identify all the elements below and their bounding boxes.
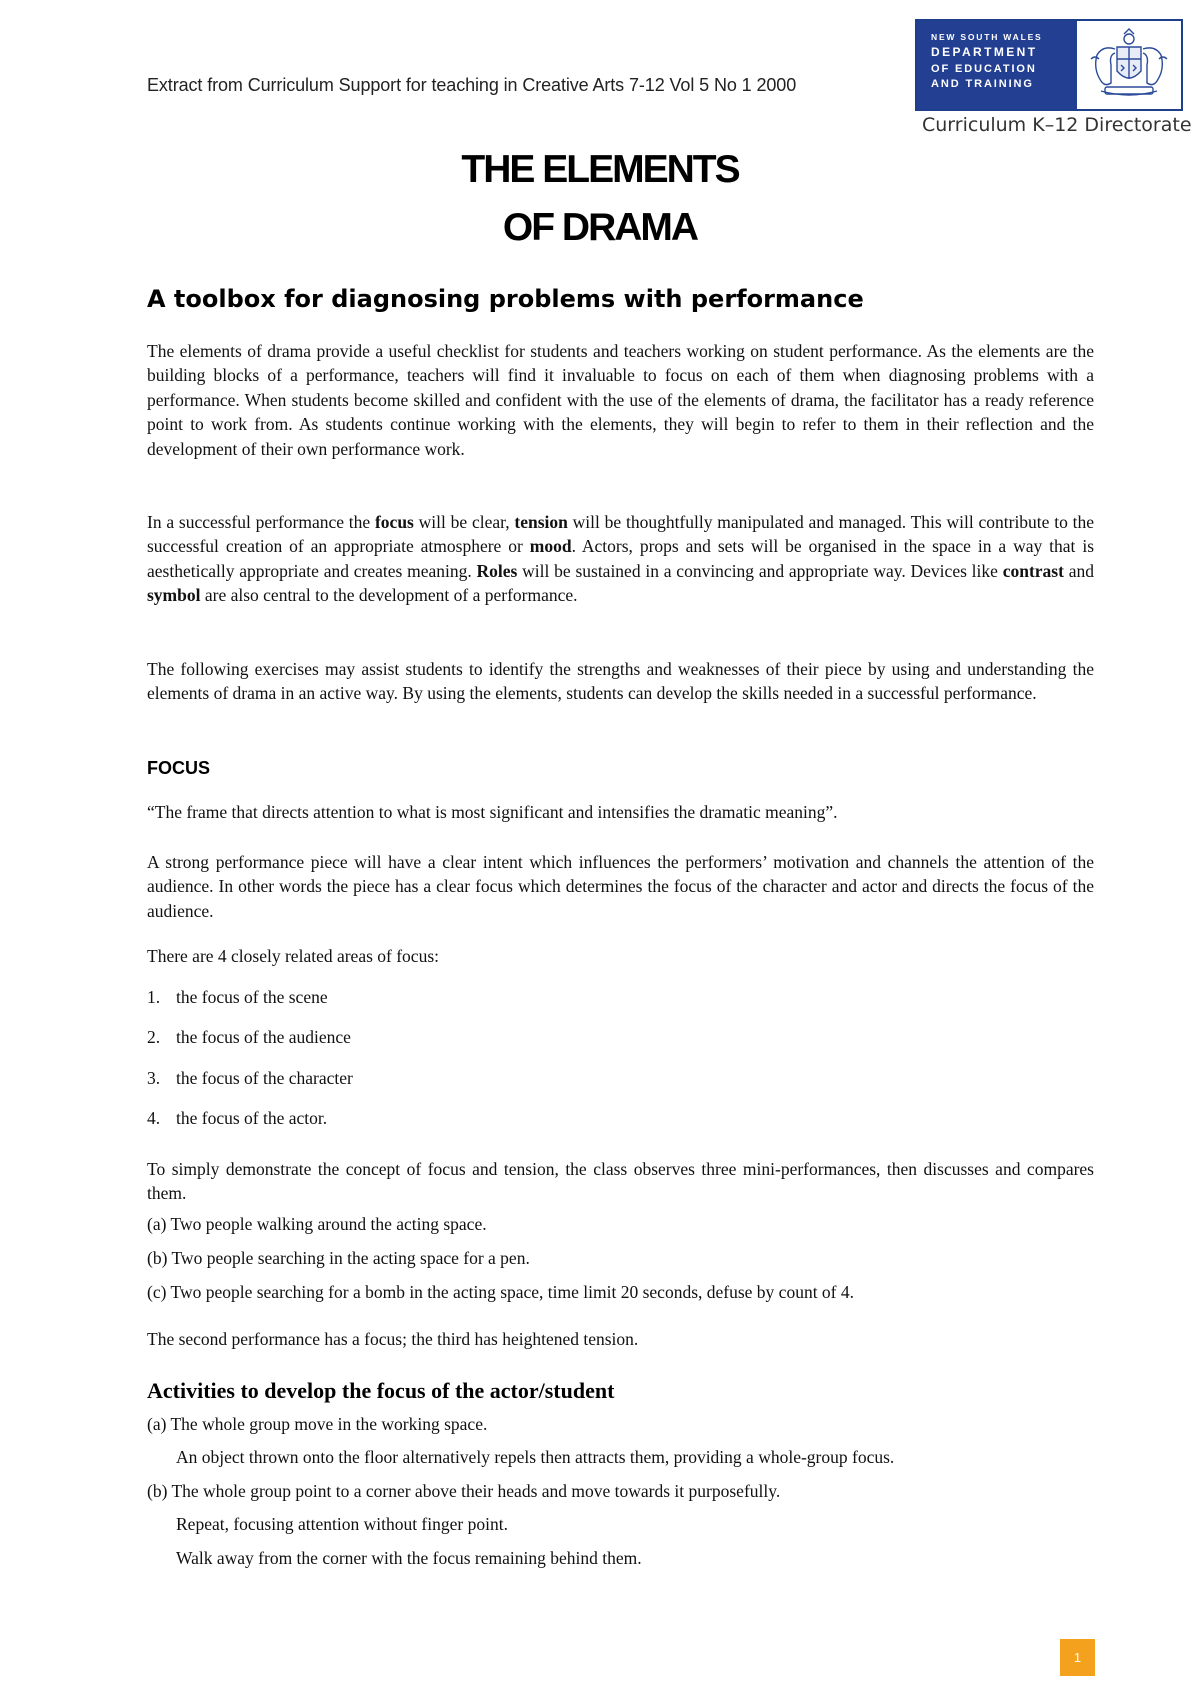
page-number-badge: 1 bbox=[1060, 1639, 1095, 1676]
keyword-symbol: symbol bbox=[147, 585, 201, 606]
page-title-line-2: OF DRAMA bbox=[502, 206, 698, 249]
activities-heading: Activities to develop the focus of the actor/student bbox=[147, 1378, 615, 1403]
list-number: 1. bbox=[147, 987, 161, 1007]
coat-of-arms-icon bbox=[1077, 21, 1181, 109]
keyword-focus: focus bbox=[374, 512, 414, 532]
header-extract-text: Extract from Curriculum Support for teaching in Creative Arts 7-12 Vol 5 No 1 2000 bbox=[147, 75, 797, 95]
logo-line-3: OF EDUCATION bbox=[931, 62, 1037, 75]
focus-quote: “The frame that directs attention to what is most significant and intensifies the dramatic meaning”. bbox=[147, 802, 838, 822]
p2-text: and bbox=[1063, 560, 1094, 581]
p2-text: will be thoughtfully manipulated and managed. This will contribute to the successful creation of an appropriate atmosphere or bbox=[147, 512, 1094, 557]
intro-paragraph-1: The elements of drama provide a useful checklist for students and teachers working on student performance. As the elements are the building blocks of a performance, teachers will find it invaluable to focus on each of them when diagnosing problems with a performance. When students become skilled and confident with the use of the elements of drama, the facilitator has a ready reference point to work from. As students continue working with the elements, they will begin to refer to them in their reflection and the development of their own performance work. bbox=[147, 341, 1094, 459]
activity-line: An object thrown onto the floor alternatively repels then attracts them, providing a whole-group focus. bbox=[176, 1447, 895, 1467]
keyword-tension: tension bbox=[514, 512, 568, 532]
p2-text: will be clear, bbox=[413, 512, 515, 532]
list-text: the focus of the character bbox=[176, 1068, 353, 1088]
logo-line-1: NEW SOUTH WALES bbox=[931, 32, 1043, 42]
keyword-roles: Roles bbox=[476, 560, 518, 581]
list-item bbox=[147, 1027, 351, 1048]
demo-item-a: (a) Two people walking around the acting space. bbox=[147, 1214, 487, 1234]
directorate-label: Curriculum K–12 Directorate bbox=[922, 114, 1192, 136]
demo-outro: The second performance has a focus; the third has heightened tension. bbox=[147, 1329, 639, 1349]
list-item bbox=[147, 1108, 327, 1129]
logo-line-4: AND TRAINING bbox=[931, 77, 1034, 90]
page-title-line-1: THE ELEMENTS bbox=[461, 148, 739, 191]
focus-areas-intro: There are 4 closely related areas of focus: bbox=[147, 946, 439, 966]
logo-text-block bbox=[917, 21, 1077, 109]
demo-item-c: (c) Two people searching for a bomb in the acting space, time limit 20 seconds, defuse by count of 4. bbox=[147, 1282, 855, 1302]
activity-line: (b) The whole group point to a corner above their heads and move towards it purposefully. bbox=[147, 1481, 781, 1501]
list-text: the focus of the actor. bbox=[176, 1108, 328, 1128]
focus-paragraph: A strong performance piece will have a clear intent which influences the performers’ motivation and channels the attention of the audience. In other words the piece has a clear focus which determines the focus of the character and actor and directs the focus of the audience. bbox=[147, 852, 1094, 921]
list-item bbox=[147, 1068, 353, 1089]
activity-line: Repeat, focusing attention without finger point. bbox=[176, 1514, 508, 1534]
list-number: 4. bbox=[147, 1108, 161, 1128]
demo-item-b: (b) Two people searching in the acting space for a pen. bbox=[147, 1248, 530, 1268]
logo-line-2: DEPARTMENT bbox=[931, 45, 1038, 60]
keyword-mood: mood bbox=[529, 536, 572, 557]
focus-heading: FOCUS bbox=[147, 758, 210, 778]
p2-text: In a successful performance the bbox=[147, 512, 375, 532]
list-text: the focus of the scene bbox=[176, 987, 328, 1007]
intro-paragraph-3: The following exercises may assist students to identify the strengths and weaknesses of their piece by using and understanding the elements of drama in an active way. By using the elements, students can develop the skills needed in a successful performance. bbox=[147, 659, 1094, 704]
list-number: 3. bbox=[147, 1068, 161, 1088]
p2-text: are also central to the development of a performance. bbox=[200, 585, 578, 606]
list-number: 2. bbox=[147, 1027, 161, 1047]
list-item bbox=[147, 987, 328, 1008]
page-subtitle: A toolbox for diagnosing problems with performance bbox=[147, 285, 864, 313]
list-text: the focus of the audience bbox=[176, 1027, 351, 1047]
p2-text: . Actors, props and sets will be organised in the space in a way that is aesthetically appropriate and creates meaning. bbox=[147, 536, 1094, 581]
activity-line: Walk away from the corner with the focus remaining behind them. bbox=[176, 1548, 642, 1568]
demo-intro: To simply demonstrate the concept of focus and tension, the class observes three mini-performances, then discusses and compares them. bbox=[147, 1159, 1094, 1204]
p2-text: will be sustained in a convincing and appropriate way. Devices like bbox=[517, 560, 1003, 581]
activity-line: (a) The whole group move in the working space. bbox=[147, 1414, 488, 1434]
intro-paragraph-2 bbox=[147, 510, 1094, 608]
department-logo bbox=[915, 19, 1183, 111]
keyword-contrast: contrast bbox=[1002, 560, 1064, 581]
